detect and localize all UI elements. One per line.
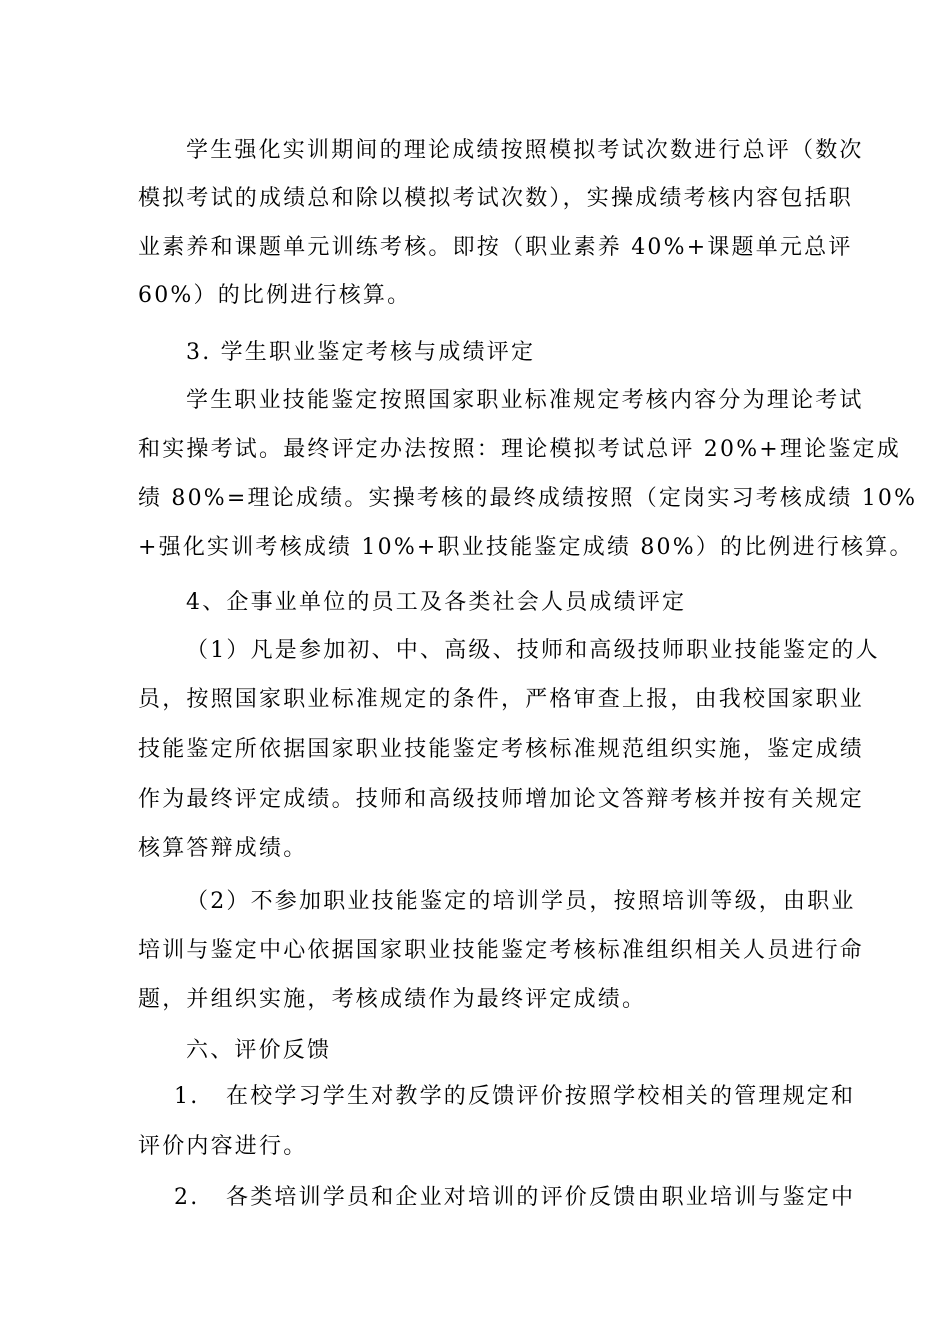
paragraph-line: 模拟考试的成绩总和除以模拟考试次数），实操成绩考核内容包括职	[138, 186, 854, 211]
paragraph-line: 题，并组织实施，考核成绩作为最终评定成绩。	[138, 987, 647, 1012]
paragraph-line: 核算答辩成绩。	[138, 836, 308, 861]
list-item-text: 各类培训学员和企业对培训的评价反馈由职业培训与鉴定中	[226, 1185, 856, 1210]
section-heading-3: 3. 学生职业鉴定考核与成绩评定	[186, 340, 536, 365]
list-item-number: 2.	[174, 1185, 200, 1210]
paragraph-line: 学生职业技能鉴定按照国家职业标准规定考核内容分为理论考试	[186, 388, 864, 413]
paragraph-line: 业素养和课题单元训练考核。即按（职业素养 40%+课题单元总评	[138, 235, 853, 260]
list-item-number: 1.	[174, 1084, 200, 1109]
paragraph-line: 作为最终评定成绩。技师和高级技师增加论文答辩考核并按有关规定	[138, 787, 865, 812]
paragraph-line: （1）凡是参加初、中、高级、技师和高级技师职业技能鉴定的人	[186, 638, 880, 663]
paragraph-line: 和实操考试。最终评定办法按照：理论模拟考试总评 20%+理论鉴定成	[138, 437, 901, 462]
paragraph-line: （2）不参加职业技能鉴定的培训学员，按照培训等级，由职业	[186, 889, 856, 914]
paragraph-line: 评价内容进行。	[138, 1134, 308, 1159]
section-heading-4: 4、企事业单位的员工及各类社会人员成绩评定	[186, 590, 687, 615]
paragraph-line: +强化实训考核成绩 10%+职业技能鉴定成绩 80%）的比例进行核算。	[138, 535, 914, 560]
paragraph-line: 60%）的比例进行核算。	[138, 283, 412, 308]
list-item-text: 在校学习学生对教学的反馈评价按照学校相关的管理规定和	[226, 1084, 856, 1109]
list-item	[174, 1183, 860, 1213]
section-heading-6: 六、评价反馈	[186, 1038, 332, 1063]
paragraph-line: 员，按照国家职业标准规定的条件，严格审查上报，由我校国家职业	[138, 687, 865, 712]
paragraph-line: 学生强化实训期间的理论成绩按照模拟考试次数进行总评（数次	[186, 138, 864, 163]
list-item	[174, 1082, 860, 1112]
paragraph-line: 绩 80%=理论成绩。实操考核的最终成绩按照（定岗实习考核成绩 10%	[138, 486, 918, 511]
paragraph-line: 培训与鉴定中心依据国家职业技能鉴定考核标准组织相关人员进行命	[138, 938, 865, 963]
paragraph-line: 技能鉴定所依据国家职业技能鉴定考核标准规范组织实施，鉴定成绩	[138, 737, 865, 762]
